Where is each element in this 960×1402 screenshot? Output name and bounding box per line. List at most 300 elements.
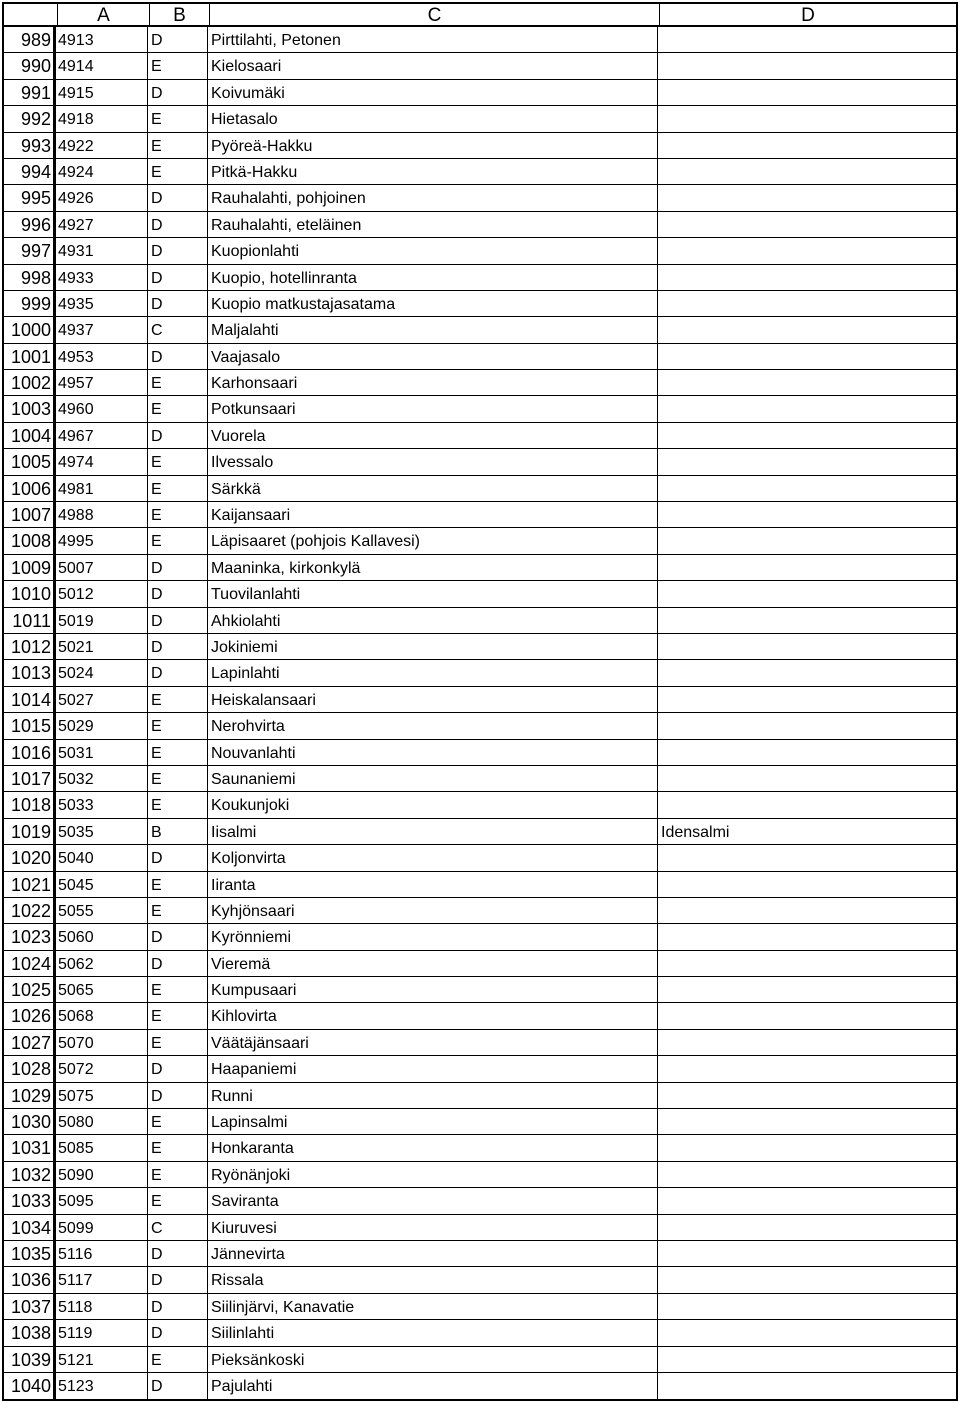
cell-a[interactable]: 4931	[56, 238, 148, 263]
table-row	[4, 449, 956, 475]
cell-a[interactable]: 5121	[56, 1347, 148, 1372]
cell-d[interactable]	[658, 1347, 954, 1372]
cell-c[interactable]: Karhonsaari	[208, 370, 658, 395]
cell-b[interactable]: E	[148, 502, 208, 527]
row-number-header[interactable]: 1005	[4, 449, 56, 474]
row-number-header[interactable]: 1027	[4, 1030, 56, 1055]
row-number-header[interactable]: 1025	[4, 977, 56, 1002]
cell-b[interactable]: E	[148, 1347, 208, 1372]
row-number-header[interactable]: 1015	[4, 713, 56, 738]
cell-d[interactable]	[658, 1241, 954, 1266]
cell-c[interactable]: Saviranta	[208, 1188, 658, 1213]
cell-b[interactable]: D	[148, 555, 208, 580]
cell-d[interactable]	[658, 845, 954, 870]
cell-b[interactable]: E	[148, 1003, 208, 1028]
row-number-header[interactable]: 1030	[4, 1109, 56, 1134]
cell-a[interactable]: 5117	[56, 1267, 148, 1292]
cell-b[interactable]: E	[148, 159, 208, 184]
cell-a[interactable]: 5029	[56, 713, 148, 738]
cell-c[interactable]: Rissala	[208, 1267, 658, 1292]
cell-c[interactable]: Koivumäki	[208, 80, 658, 105]
cell-b[interactable]: D	[148, 1373, 208, 1399]
row-number-header[interactable]: 1040	[4, 1373, 56, 1399]
cell-c[interactable]: Kuopio, hotellinranta	[208, 265, 658, 290]
row-number-header[interactable]: 1016	[4, 740, 56, 765]
cell-b[interactable]: D	[148, 1294, 208, 1319]
cell-a[interactable]: 5027	[56, 687, 148, 712]
cell-b[interactable]: E	[148, 106, 208, 131]
cell-d[interactable]	[658, 265, 954, 290]
cell-b[interactable]: E	[148, 1188, 208, 1213]
table-row	[4, 238, 956, 264]
cell-b[interactable]: C	[148, 1215, 208, 1240]
cell-d[interactable]	[658, 502, 954, 527]
cell-b[interactable]: E	[148, 449, 208, 474]
cell-c[interactable]: Jokiniemi	[208, 634, 658, 659]
row-number-header[interactable]: 993	[4, 133, 56, 158]
cell-c[interactable]: Pieksänkoski	[208, 1347, 658, 1372]
row-number-header[interactable]: 995	[4, 185, 56, 210]
cell-a[interactable]: 4960	[56, 396, 148, 421]
cell-d[interactable]	[658, 1320, 954, 1345]
cell-d[interactable]	[658, 740, 954, 765]
cell-b[interactable]: B	[148, 819, 208, 844]
cell-b[interactable]: E	[148, 872, 208, 897]
row-number-header[interactable]: 1008	[4, 528, 56, 553]
cell-a[interactable]: 5085	[56, 1135, 148, 1160]
cell-d[interactable]	[658, 872, 954, 897]
row-number-header[interactable]: 1004	[4, 423, 56, 448]
cell-b[interactable]: D	[148, 27, 208, 52]
cell-c[interactable]: Pirttilahti, Petonen	[208, 27, 658, 52]
row-number-header[interactable]: 1037	[4, 1294, 56, 1319]
cell-c[interactable]: Heiskalansaari	[208, 687, 658, 712]
cell-a[interactable]: 5090	[56, 1162, 148, 1187]
row-number-header[interactable]: 1007	[4, 502, 56, 527]
cell-d[interactable]	[658, 1109, 954, 1134]
table-row	[4, 581, 956, 607]
row-number-header[interactable]: 1035	[4, 1241, 56, 1266]
row-number-header[interactable]: 1028	[4, 1056, 56, 1081]
table-row	[4, 555, 956, 581]
cell-c[interactable]: Kaijansaari	[208, 502, 658, 527]
row-number-header[interactable]: 1006	[4, 476, 56, 501]
cell-b[interactable]: D	[148, 634, 208, 659]
cell-c[interactable]: Lapinlahti	[208, 660, 658, 685]
table-row	[4, 1373, 956, 1399]
cell-a[interactable]: 5007	[56, 555, 148, 580]
table-row	[4, 1267, 956, 1293]
table-row	[4, 1109, 956, 1135]
table-row	[4, 1083, 956, 1109]
table-row	[4, 1215, 956, 1241]
cell-c[interactable]: Särkkä	[208, 476, 658, 501]
row-number-header[interactable]: 1001	[4, 344, 56, 369]
cell-c[interactable]: Siilinlahti	[208, 1320, 658, 1345]
table-row	[4, 766, 956, 792]
row-number-header[interactable]: 1023	[4, 924, 56, 949]
row-number-header[interactable]: 996	[4, 212, 56, 237]
cell-c[interactable]: Runni	[208, 1083, 658, 1108]
row-number-header[interactable]: 1021	[4, 872, 56, 897]
table-row	[4, 185, 956, 211]
cell-d[interactable]	[658, 212, 954, 237]
cell-b[interactable]: E	[148, 1162, 208, 1187]
cell-b[interactable]: E	[148, 476, 208, 501]
cell-a[interactable]: 5035	[56, 819, 148, 844]
cell-d[interactable]	[658, 528, 954, 553]
cell-c[interactable]: Tuovilanlahti	[208, 581, 658, 606]
row-number-header[interactable]: 1039	[4, 1347, 56, 1372]
row-number-header[interactable]: 1020	[4, 845, 56, 870]
cell-a[interactable]: 5099	[56, 1215, 148, 1240]
cell-b[interactable]: D	[148, 80, 208, 105]
cell-b[interactable]: E	[148, 133, 208, 158]
cell-d[interactable]: Idensalmi	[661, 823, 730, 841]
cell-d[interactable]	[658, 1030, 954, 1055]
cell-c[interactable]: Honkaranta	[208, 1135, 658, 1160]
row-number-header[interactable]: 1014	[4, 687, 56, 712]
table-row	[4, 951, 956, 977]
cell-d[interactable]	[658, 1003, 954, 1028]
table-row	[4, 27, 956, 53]
cell-b[interactable]: E	[148, 1109, 208, 1134]
cell-c[interactable]: Väätäjänsaari	[208, 1030, 658, 1055]
row-number-header[interactable]: 997	[4, 238, 56, 263]
row-number-header[interactable]: 1036	[4, 1267, 56, 1292]
cell-a[interactable]: 5072	[56, 1056, 148, 1081]
cell-d[interactable]	[658, 133, 954, 158]
table-row	[4, 396, 956, 422]
row-number-header[interactable]: 998	[4, 265, 56, 290]
cell-b[interactable]: D	[148, 344, 208, 369]
column-header-row	[2, 2, 958, 27]
cell-c[interactable]: Pajulahti	[208, 1373, 658, 1399]
cell-c[interactable]: Läpisaaret (pohjois Kallavesi)	[208, 528, 658, 553]
cell-a[interactable]: 5045	[56, 872, 148, 897]
cell-d[interactable]	[658, 1188, 954, 1213]
cell-d[interactable]	[658, 608, 954, 633]
table-row	[4, 1162, 956, 1188]
cell-d[interactable]	[658, 1056, 954, 1081]
cell-a[interactable]: 5068	[56, 1003, 148, 1028]
cell-c[interactable]: Lapinsalmi	[208, 1109, 658, 1134]
cell-d[interactable]	[658, 317, 954, 342]
cell-b[interactable]: D	[148, 845, 208, 870]
cell-c[interactable]: Nouvanlahti	[208, 740, 658, 765]
cell-a[interactable]: 5021	[56, 634, 148, 659]
cell-a[interactable]: 4915	[56, 80, 148, 105]
cell-c[interactable]: Iiranta	[208, 872, 658, 897]
cell-c[interactable]: Kihlovirta	[208, 1003, 658, 1028]
column-header-a[interactable]: A	[58, 4, 150, 25]
table-row	[4, 872, 956, 898]
cell-a[interactable]: 4927	[56, 212, 148, 237]
cell-a[interactable]: 4918	[56, 106, 148, 131]
cell-a[interactable]: 4974	[56, 449, 148, 474]
cell-c[interactable]: Pitkä-Hakku	[208, 159, 658, 184]
cell-c[interactable]: Kuopio matkustajasatama	[208, 291, 658, 316]
cell-a[interactable]: 4995	[56, 528, 148, 553]
cell-c[interactable]: Maaninka, kirkonkylä	[208, 555, 658, 580]
row-number-header[interactable]: 1013	[4, 660, 56, 685]
row-number-header[interactable]: 990	[4, 53, 56, 78]
cell-d[interactable]	[658, 660, 954, 685]
cell-a[interactable]: 5033	[56, 792, 148, 817]
cell-a[interactable]: 5012	[56, 581, 148, 606]
cell-a[interactable]: 4913	[56, 27, 148, 52]
cell-c[interactable]: Vieremä	[208, 951, 658, 976]
cell-c[interactable]: Iisalmi	[208, 819, 658, 844]
cell-b[interactable]: D	[148, 1320, 208, 1345]
cell-b[interactable]: D	[148, 265, 208, 290]
cell-c[interactable]: Ilvessalo	[208, 449, 658, 474]
cell-d[interactable]	[658, 634, 954, 659]
cell-d[interactable]	[658, 1083, 954, 1108]
row-number-header[interactable]: 1018	[4, 792, 56, 817]
row-number-header[interactable]: 1034	[4, 1215, 56, 1240]
cell-d[interactable]	[658, 924, 954, 949]
cell-a[interactable]: 5024	[56, 660, 148, 685]
cell-a[interactable]: 5070	[56, 1030, 148, 1055]
cell-d[interactable]	[658, 449, 954, 474]
table-row	[4, 133, 956, 159]
table-row	[4, 660, 956, 686]
table-row	[4, 845, 956, 871]
cell-d[interactable]	[658, 977, 954, 1002]
table-row	[4, 159, 956, 185]
cell-d[interactable]	[658, 27, 954, 52]
cell-a[interactable]: 5019	[56, 608, 148, 633]
cell-d[interactable]	[658, 713, 954, 738]
cell-b[interactable]: E	[148, 977, 208, 1002]
table-row	[4, 792, 956, 818]
cell-a[interactable]: 4981	[56, 476, 148, 501]
cell-a[interactable]: 5032	[56, 766, 148, 791]
cell-b[interactable]: D	[148, 581, 208, 606]
row-number-header[interactable]: 1002	[4, 370, 56, 395]
cell-a[interactable]: 5065	[56, 977, 148, 1002]
cell-a[interactable]: 5095	[56, 1188, 148, 1213]
column-header-d[interactable]: D	[801, 5, 815, 26]
cell-b[interactable]: E	[148, 396, 208, 421]
cell-c[interactable]: Jännevirta	[208, 1241, 658, 1266]
cell-b[interactable]: D	[148, 1056, 208, 1081]
row-number-header[interactable]: 1038	[4, 1320, 56, 1345]
cell-c[interactable]: Koljonvirta	[208, 845, 658, 870]
cell-a[interactable]: 5075	[56, 1083, 148, 1108]
row-number-header[interactable]: 1009	[4, 555, 56, 580]
row-number-header[interactable]: 1012	[4, 634, 56, 659]
column-header-b[interactable]: B	[150, 4, 210, 25]
cell-d[interactable]	[658, 80, 954, 105]
cell-b[interactable]: E	[148, 792, 208, 817]
row-number-header[interactable]: 999	[4, 291, 56, 316]
row-number-header[interactable]: 1031	[4, 1135, 56, 1160]
cell-d[interactable]	[658, 370, 954, 395]
table-row	[4, 53, 956, 79]
cell-d[interactable]	[658, 555, 954, 580]
row-number-header[interactable]: 992	[4, 106, 56, 131]
cell-a[interactable]: 4924	[56, 159, 148, 184]
cell-a[interactable]: 5119	[56, 1320, 148, 1345]
column-header-c[interactable]: C	[210, 4, 660, 25]
table-row	[4, 344, 956, 370]
cell-a[interactable]: 4957	[56, 370, 148, 395]
cell-b[interactable]: D	[148, 608, 208, 633]
cell-d[interactable]	[658, 106, 954, 131]
cell-c[interactable]: Rauhalahti, eteläinen	[208, 212, 658, 237]
cell-d[interactable]	[658, 291, 954, 316]
cell-d[interactable]	[658, 898, 954, 923]
cell-c[interactable]: Kyrönniemi	[208, 924, 658, 949]
cell-b[interactable]: D	[148, 924, 208, 949]
cell-b[interactable]: D	[148, 423, 208, 448]
cell-a[interactable]: 5031	[56, 740, 148, 765]
cell-c[interactable]: Siilinjärvi, Kanavatie	[208, 1294, 658, 1319]
row-number-header[interactable]: 1017	[4, 766, 56, 791]
table-row	[4, 1056, 956, 1082]
cell-d[interactable]	[658, 423, 954, 448]
cell-b[interactable]: C	[148, 317, 208, 342]
cell-d[interactable]	[658, 687, 954, 712]
row-number-header[interactable]: 991	[4, 80, 56, 105]
cell-a[interactable]: 4914	[56, 53, 148, 78]
table-row	[4, 106, 956, 132]
cell-c[interactable]: Koukunjoki	[208, 792, 658, 817]
cell-d[interactable]	[658, 1162, 954, 1187]
cell-b[interactable]: E	[148, 1135, 208, 1160]
table-row	[4, 1188, 956, 1214]
row-number-header[interactable]: 989	[4, 27, 56, 52]
cell-c[interactable]: Rauhalahti, pohjoinen	[208, 185, 658, 210]
cell-c[interactable]: Hietasalo	[208, 106, 658, 131]
row-number-header[interactable]: 1024	[4, 951, 56, 976]
cell-d[interactable]	[658, 1215, 954, 1240]
table-row	[4, 317, 956, 343]
select-all-corner[interactable]	[4, 4, 58, 25]
table-row	[4, 502, 956, 528]
cell-a[interactable]: 5118	[56, 1294, 148, 1319]
cell-d[interactable]	[658, 581, 954, 606]
cell-d[interactable]	[658, 53, 954, 78]
cell-c[interactable]: Kiuruvesi	[208, 1215, 658, 1240]
cell-c[interactable]: Vaajasalo	[208, 344, 658, 369]
cell-c[interactable]: Kielosaari	[208, 53, 658, 78]
cell-a[interactable]: 4933	[56, 265, 148, 290]
row-number-header[interactable]: 1022	[4, 898, 56, 923]
cell-d[interactable]	[658, 476, 954, 501]
cell-a[interactable]: 4967	[56, 423, 148, 448]
row-number-header[interactable]: 1010	[4, 581, 56, 606]
cell-a[interactable]: 4937	[56, 317, 148, 342]
cell-b[interactable]: D	[148, 185, 208, 210]
cell-d[interactable]	[658, 951, 954, 976]
cell-a[interactable]: 4926	[56, 185, 148, 210]
cell-c[interactable]: Ahkiolahti	[208, 608, 658, 633]
cell-b[interactable]: E	[148, 53, 208, 78]
cell-d[interactable]	[658, 1294, 954, 1319]
cell-c[interactable]: Nerohvirta	[208, 713, 658, 738]
cell-c[interactable]: Kumpusaari	[208, 977, 658, 1002]
row-number-header[interactable]: 1029	[4, 1083, 56, 1108]
cell-b[interactable]: E	[148, 687, 208, 712]
cell-c[interactable]: Maljalahti	[208, 317, 658, 342]
cell-a[interactable]: 5116	[56, 1241, 148, 1266]
cell-b[interactable]: D	[148, 1267, 208, 1292]
cell-d[interactable]	[658, 1267, 954, 1292]
cell-b[interactable]: D	[148, 1241, 208, 1266]
cell-b[interactable]: E	[148, 370, 208, 395]
row-number-header[interactable]: 1003	[4, 396, 56, 421]
cell-a[interactable]: 4988	[56, 502, 148, 527]
cell-b[interactable]: E	[148, 528, 208, 553]
table-row	[4, 898, 956, 924]
cell-a[interactable]: 4935	[56, 291, 148, 316]
cell-c[interactable]: Haapaniemi	[208, 1056, 658, 1081]
row-number-header[interactable]: 1011	[4, 608, 56, 633]
cell-b[interactable]: E	[148, 1030, 208, 1055]
cell-c[interactable]: Kyhjönsaari	[208, 898, 658, 923]
cell-b[interactable]: D	[148, 660, 208, 685]
cell-a[interactable]: 5040	[56, 845, 148, 870]
cell-a[interactable]: 4953	[56, 344, 148, 369]
row-number-header[interactable]: 1000	[4, 317, 56, 342]
cell-a[interactable]: 5123	[56, 1373, 148, 1399]
cell-a[interactable]: 5080	[56, 1109, 148, 1134]
cell-b[interactable]: D	[148, 291, 208, 316]
table-row	[4, 1320, 956, 1346]
cell-c[interactable]: Kuopionlahti	[208, 238, 658, 263]
cell-d[interactable]	[658, 792, 954, 817]
cell-b[interactable]: D	[148, 951, 208, 976]
row-number-header[interactable]: 1019	[4, 819, 56, 844]
cell-b[interactable]: E	[148, 713, 208, 738]
cell-a[interactable]: 5060	[56, 924, 148, 949]
cell-a[interactable]: 4922	[56, 133, 148, 158]
cell-c[interactable]: Saunaniemi	[208, 766, 658, 791]
cell-b[interactable]: E	[148, 766, 208, 791]
table-row	[4, 476, 956, 502]
cell-c[interactable]: Ryönänjoki	[208, 1162, 658, 1187]
row-number-header[interactable]: 1026	[4, 1003, 56, 1028]
cell-a[interactable]: 5055	[56, 898, 148, 923]
cell-d[interactable]	[658, 185, 954, 210]
cell-b[interactable]: E	[148, 898, 208, 923]
cell-c[interactable]: Pyöreä-Hakku	[208, 133, 658, 158]
row-number-header[interactable]: 994	[4, 159, 56, 184]
cell-c[interactable]: Vuorela	[208, 423, 658, 448]
table-row	[4, 212, 956, 238]
cell-b[interactable]: D	[148, 1083, 208, 1108]
cell-d[interactable]	[658, 1135, 954, 1160]
table-row	[4, 740, 956, 766]
cell-b[interactable]: D	[148, 212, 208, 237]
cell-d[interactable]	[658, 238, 954, 263]
row-number-header[interactable]: 1032	[4, 1162, 56, 1187]
cell-c[interactable]: Potkunsaari	[208, 396, 658, 421]
cell-d[interactable]	[658, 396, 954, 421]
cell-b[interactable]: D	[148, 238, 208, 263]
cell-d[interactable]	[658, 344, 954, 369]
cell-b[interactable]: E	[148, 740, 208, 765]
table-row	[4, 819, 956, 845]
cell-d[interactable]	[658, 159, 954, 184]
cell-a[interactable]: 5062	[56, 951, 148, 976]
row-number-header[interactable]: 1033	[4, 1188, 56, 1213]
cell-d[interactable]	[658, 1373, 954, 1399]
cell-d[interactable]	[658, 766, 954, 791]
